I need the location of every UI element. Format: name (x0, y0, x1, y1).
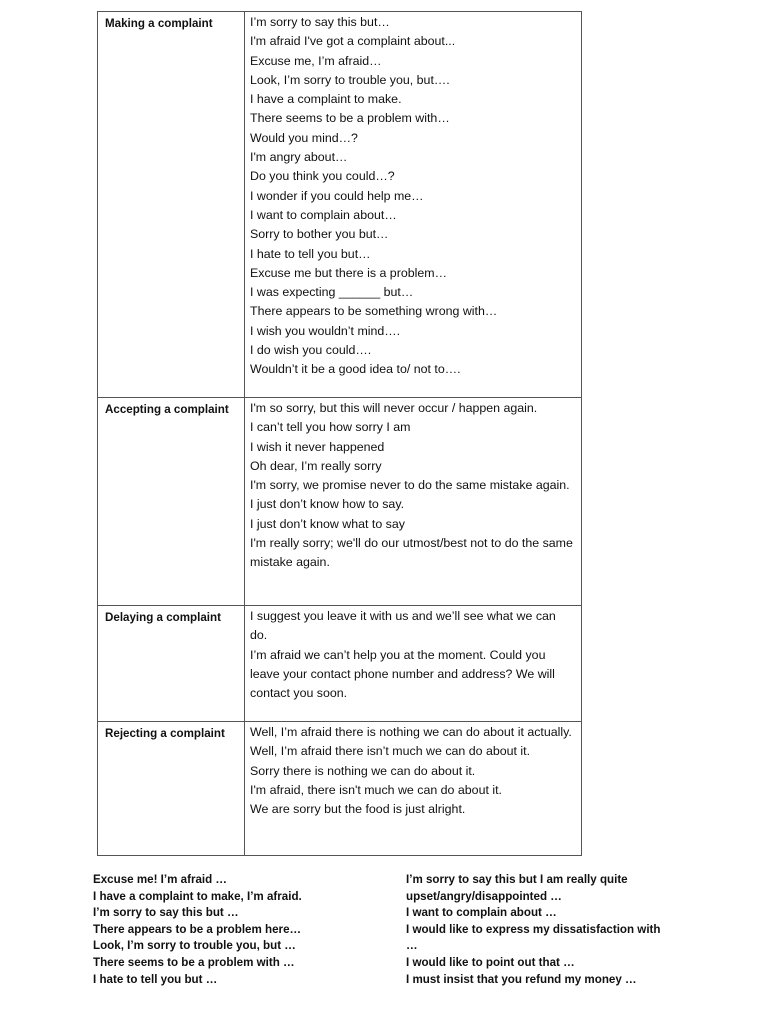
phrase-line: Sorry there is nothing we can do about it. (250, 763, 476, 778)
phrase-line: I want to complain about… (250, 207, 397, 222)
section-row (98, 12, 582, 398)
phrase-line: I wish you wouldn’t mind…. (250, 323, 401, 338)
phrase-line: … (406, 939, 418, 953)
phrase-line: I’m sorry to say this but… (250, 15, 390, 29)
phrase-line: I would like to point out that … (406, 955, 575, 969)
phrase-line: There seems to be a problem with… (250, 111, 450, 126)
phrase-line: There appears to be something wrong with… (250, 304, 498, 319)
phrase-line: I was expecting ______ but… (250, 285, 414, 300)
section-phrases (245, 12, 582, 398)
section-row (98, 606, 582, 722)
phrase-line: I’m sorry to say this but I am really quite (406, 873, 628, 886)
phrase-line: I'm afraid I've got a complaint about... (250, 34, 456, 49)
phrase-line: Look, I’m sorry to trouble you, but … (93, 939, 296, 953)
phrase-line: I hate to tell you but … (93, 972, 218, 986)
phrase-line: Excuse me, I’m afraid… (250, 53, 382, 68)
phrase-line: I'm so sorry, but this will never occur / happen again. (250, 401, 538, 415)
phrase-line: I would like to express my dissatisfaction with (406, 922, 661, 936)
phrase-line: Look, I’m sorry to trouble you, but…. (250, 72, 450, 87)
section-phrases (245, 722, 582, 856)
phrase-line: I just don’t know what to say (250, 516, 405, 531)
phrase-line: I must insist that you refund my money … (406, 972, 637, 986)
phrase-line: Well, I’m afraid there is nothing we can do about it actually. (250, 725, 572, 739)
phrase-line: I hate to tell you but… (250, 246, 371, 261)
phrase-line: I’m afraid we can’t help you at the moment. Could you leave your contact phone number and address? We will contact you soon. (250, 647, 555, 701)
phrase-line: Wouldn’t it be a good idea to/ not to…. (250, 362, 461, 377)
phrase-line: I'm sorry, we promise never to do the same mistake again. (250, 478, 570, 493)
phrase-line: We are sorry but the food is just alright. (250, 802, 466, 817)
phrase-line: Sorry to bother you but… (250, 227, 389, 242)
bottom-phrases-left (93, 872, 383, 988)
phrase-line: I wonder if you could help me… (250, 188, 424, 203)
phrase-line: I'm angry about… (250, 150, 348, 165)
section-label: Making a complaint (98, 12, 245, 398)
bottom-phrases-right (406, 872, 706, 988)
phrase-line: Excuse me but there is a problem… (250, 265, 447, 280)
phrase-line: I suggest you leave it with us and we’ll see what we can do. (250, 609, 556, 643)
phrase-line: I have a complaint to make, I’m afraid. (93, 889, 302, 903)
phrase-line: I can’t tell you how sorry I am (250, 420, 411, 435)
phrase-line: I just don’t know how to say. (250, 497, 405, 512)
phrase-line: I have a complaint to make. (250, 92, 402, 107)
section-label: Rejecting a complaint (98, 722, 245, 856)
phrase-line: Excuse me! I’m afraid … (93, 873, 228, 886)
phrase-line: I want to complain about … (406, 906, 557, 920)
section-phrases (245, 606, 582, 722)
phrase-line: I do wish you could…. (250, 343, 372, 358)
complaint-phrases-table (97, 11, 582, 856)
phrase-line: Do you think you could…? (250, 169, 395, 184)
phrase-line: I wish it never happened (250, 439, 385, 454)
phrase-line: I'm really sorry; we'll do our utmost/best not to do the same mistake again. (250, 536, 573, 570)
section-row (98, 398, 582, 606)
phrase-line: There appears to be a problem here… (93, 922, 302, 936)
phrase-line: I'm afraid, there isn't much we can do about it. (250, 782, 502, 797)
section-phrases (245, 398, 582, 606)
phrase-line: I’m sorry to say this but … (93, 906, 239, 920)
section-label: Delaying a complaint (98, 606, 245, 722)
phrase-line: Oh dear, I’m really sorry (250, 458, 382, 473)
section-label: Accepting a complaint (98, 398, 245, 606)
phrase-line: upset/angry/disappointed … (406, 889, 562, 903)
phrase-line: Well, I’m afraid there isn’t much we can do about it. (250, 744, 531, 759)
section-row (98, 722, 582, 856)
phrase-line: There seems to be a problem with … (93, 955, 295, 969)
phrase-line: Would you mind…? (250, 130, 358, 145)
